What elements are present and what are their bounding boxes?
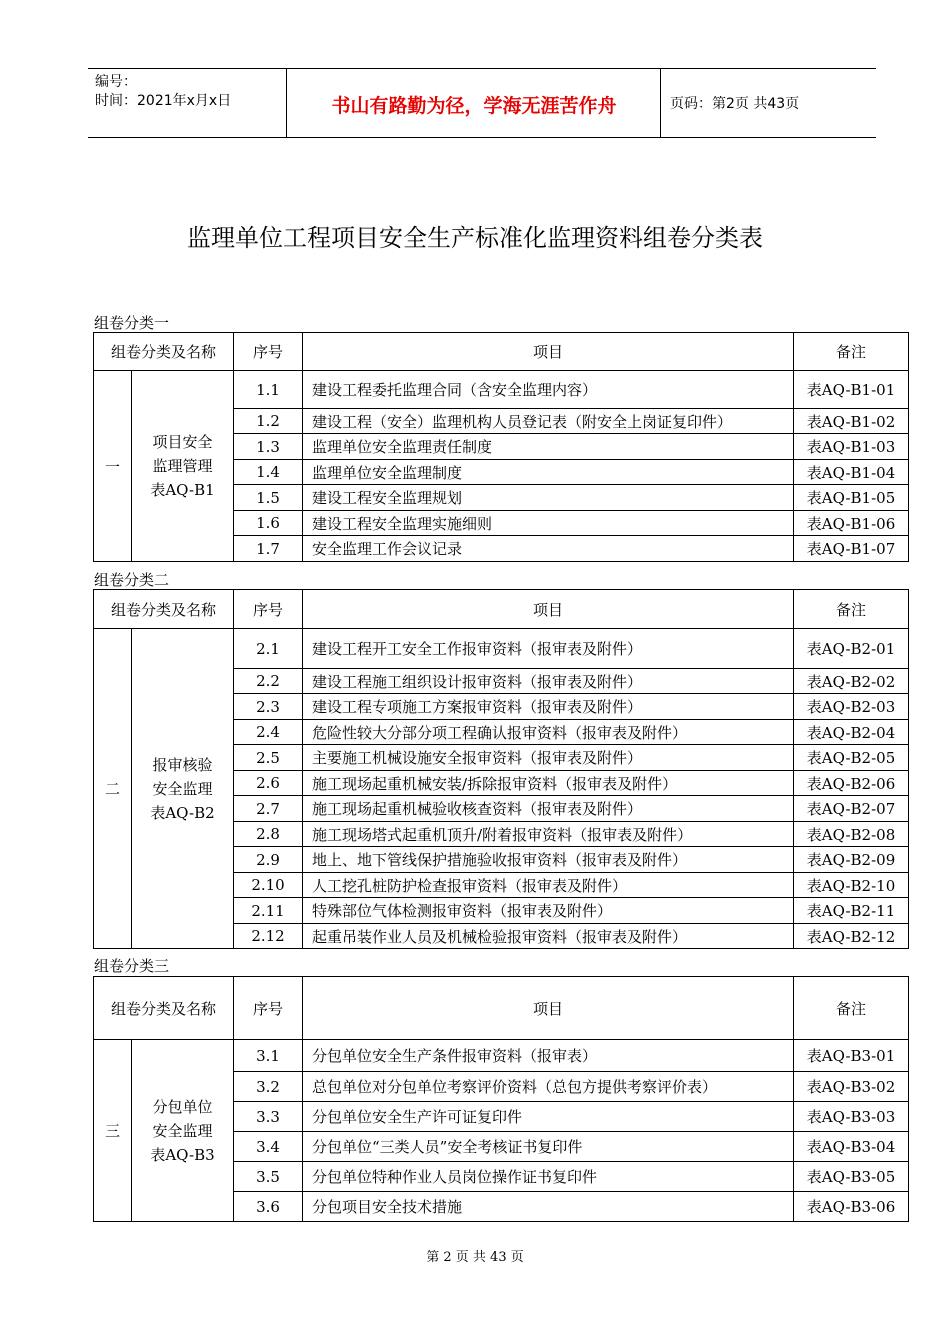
section-name-line: 监理管理	[152, 457, 213, 475]
table-header-row	[94, 590, 909, 629]
header-category: 组卷分类及名称	[94, 977, 234, 1040]
item-cell: 地上、地下管线保护措施验收报审资料（报审表及附件）	[303, 847, 794, 873]
remark-cell: 表AQ-B3-01	[794, 1040, 909, 1072]
item-cell: 分包单位“三类人员”安全考核证书复印件	[303, 1132, 794, 1162]
item-cell: 安全监理工作会议记录	[303, 536, 794, 562]
header-divider	[286, 69, 287, 137]
section-name-line: 表AQ-B1	[150, 481, 215, 499]
seq-cell: 2.4	[234, 720, 303, 745]
section-label: 组卷分类三	[94, 957, 170, 975]
table-header-row	[94, 977, 909, 1040]
seq-cell: 2.10	[234, 873, 303, 898]
remark-cell: 表AQ-B2-05	[794, 745, 909, 771]
item-cell: 人工挖孔桩防护检查报审资料（报审表及附件）	[303, 873, 794, 898]
seq-cell: 2.8	[234, 822, 303, 847]
remark-cell: 表AQ-B2-08	[794, 822, 909, 847]
seq-cell: 3.1	[234, 1040, 303, 1072]
remark-cell: 表AQ-B3-06	[794, 1192, 909, 1222]
item-cell: 总包单位对分包单位考察评价资料（总包方提供考察评价表）	[303, 1072, 794, 1102]
remark-cell: 表AQ-B2-07	[794, 796, 909, 822]
seq-cell: 2.3	[234, 694, 303, 720]
seq-cell: 2.1	[234, 629, 303, 669]
header-seq: 序号	[234, 333, 303, 371]
seq-cell: 3.2	[234, 1072, 303, 1102]
item-cell: 起重吊装作业人员及机械检验报审资料（报审表及附件）	[303, 924, 794, 949]
header-seq: 序号	[234, 977, 303, 1040]
document-title: 监理单位工程项目安全生产标准化监理资料组卷分类表	[187, 224, 763, 252]
remark-cell: 表AQ-B2-04	[794, 720, 909, 745]
section-name	[132, 1040, 234, 1222]
section-number: 三	[94, 1040, 132, 1222]
classification-table-3	[93, 976, 909, 1222]
header-remark: 备注	[794, 333, 909, 371]
item-cell: 特殊部位气体检测报审资料（报审表及附件）	[303, 898, 794, 924]
item-cell: 建设工程（安全）监理机构人员登记表（附安全上岗证复印件）	[303, 409, 794, 434]
header-category: 组卷分类及名称	[94, 590, 234, 629]
section-label: 组卷分类一	[94, 314, 170, 332]
item-cell: 建设工程施工组织设计报审资料（报审表及附件）	[303, 669, 794, 694]
remark-cell: 表AQ-B1-02	[794, 409, 909, 434]
remark-cell: 表AQ-B1-01	[794, 371, 909, 409]
table-header-row	[94, 333, 909, 371]
remark-cell: 表AQ-B2-09	[794, 847, 909, 873]
item-cell: 分包单位特种作业人员岗位操作证书复印件	[303, 1162, 794, 1192]
section-number: 一	[94, 371, 132, 562]
seq-cell: 1.7	[234, 536, 303, 562]
header-item: 项目	[303, 333, 794, 371]
item-cell: 施工现场塔式起重机顶升/附着报审资料（报审表及附件）	[303, 822, 794, 847]
remark-cell: 表AQ-B2-10	[794, 873, 909, 898]
header-category: 组卷分类及名称	[94, 333, 234, 371]
header-page-info: 页码：第2页 共43页	[670, 96, 800, 112]
seq-cell: 2.12	[234, 924, 303, 949]
table-row	[94, 629, 909, 669]
remark-cell: 表AQ-B2-02	[794, 669, 909, 694]
remark-cell: 表AQ-B2-06	[794, 771, 909, 796]
seq-cell: 1.4	[234, 460, 303, 485]
seq-cell: 1.6	[234, 511, 303, 536]
item-cell: 分包单位安全生产许可证复印件	[303, 1102, 794, 1132]
remark-cell: 表AQ-B1-07	[794, 536, 909, 562]
section-name-line: 安全监理	[152, 779, 213, 798]
section-name-line: 表AQ-B2	[150, 803, 215, 822]
item-cell: 监理单位安全监理制度	[303, 460, 794, 485]
seq-cell: 1.5	[234, 485, 303, 511]
remark-cell: 表AQ-B3-03	[794, 1102, 909, 1132]
remark-cell: 表AQ-B2-11	[794, 898, 909, 924]
item-cell: 建设工程开工安全工作报审资料（报审表及附件）	[303, 629, 794, 669]
item-cell: 监理单位安全监理责任制度	[303, 434, 794, 460]
seq-cell: 3.5	[234, 1162, 303, 1192]
remark-cell: 表AQ-B1-06	[794, 511, 909, 536]
section-label: 组卷分类二	[94, 571, 170, 589]
item-cell: 分包项目安全技术措施	[303, 1192, 794, 1222]
remark-cell: 表AQ-B3-04	[794, 1132, 909, 1162]
section-name	[132, 629, 234, 949]
item-cell: 施工现场起重机械验收核查资料（报审表及附件）	[303, 796, 794, 822]
header-remark: 备注	[794, 977, 909, 1040]
item-cell: 施工现场起重机械安装/拆除报审资料（报审表及附件）	[303, 771, 794, 796]
time-label: 时间：2021年x月x日	[95, 93, 232, 109]
seq-cell: 2.7	[234, 796, 303, 822]
page-footer: 第 2 页 共 43 页	[426, 1250, 524, 1265]
item-cell: 建设工程委托监理合同（含安全监理内容）	[303, 371, 794, 409]
seq-cell: 2.2	[234, 669, 303, 694]
item-cell: 建设工程专项施工方案报审资料（报审表及附件）	[303, 694, 794, 720]
section-number: 二	[94, 629, 132, 949]
section-name-line: 安全监理	[152, 1121, 213, 1140]
seq-cell: 2.6	[234, 771, 303, 796]
seq-cell: 3.4	[234, 1132, 303, 1162]
table-row	[94, 371, 909, 409]
section-name-line: 项目安全	[152, 433, 213, 451]
section-name-line: 报审核验	[152, 755, 213, 774]
seq-cell: 2.11	[234, 898, 303, 924]
remark-cell: 表AQ-B2-12	[794, 924, 909, 949]
classification-table-1	[93, 332, 909, 562]
seq-cell: 2.5	[234, 745, 303, 771]
header-item: 项目	[303, 590, 794, 629]
header-motto: 书山有路勤为径，学海无涯苦作舟	[331, 95, 617, 117]
item-cell: 危险性较大分部分项工程确认报审资料（报审表及附件）	[303, 720, 794, 745]
number-label: 编号：	[95, 74, 137, 90]
seq-cell: 3.6	[234, 1192, 303, 1222]
remark-cell: 表AQ-B1-05	[794, 485, 909, 511]
header-divider	[660, 69, 661, 137]
seq-cell: 1.2	[234, 409, 303, 434]
section-name	[132, 371, 234, 562]
seq-cell: 1.3	[234, 434, 303, 460]
header-meta	[95, 73, 231, 111]
section-name-line: 表AQ-B3	[150, 1145, 215, 1164]
item-cell: 分包单位安全生产条件报审资料（报审表）	[303, 1040, 794, 1072]
section-name-line: 分包单位	[152, 1097, 213, 1116]
header-item: 项目	[303, 977, 794, 1040]
seq-cell: 1.1	[234, 371, 303, 409]
item-cell: 建设工程安全监理规划	[303, 485, 794, 511]
remark-cell: 表AQ-B3-02	[794, 1072, 909, 1102]
remark-cell: 表AQ-B3-05	[794, 1162, 909, 1192]
table-row	[94, 1040, 909, 1072]
header-remark: 备注	[794, 590, 909, 629]
item-cell: 建设工程安全监理实施细则	[303, 511, 794, 536]
remark-cell: 表AQ-B2-03	[794, 694, 909, 720]
seq-cell: 2.9	[234, 847, 303, 873]
header-seq: 序号	[234, 590, 303, 629]
page-header	[88, 68, 876, 138]
seq-cell: 3.3	[234, 1102, 303, 1132]
remark-cell: 表AQ-B1-03	[794, 434, 909, 460]
item-cell: 主要施工机械设施安全报审资料（报审表及附件）	[303, 745, 794, 771]
classification-table-2	[93, 589, 909, 949]
remark-cell: 表AQ-B1-04	[794, 460, 909, 485]
remark-cell: 表AQ-B2-01	[794, 629, 909, 669]
